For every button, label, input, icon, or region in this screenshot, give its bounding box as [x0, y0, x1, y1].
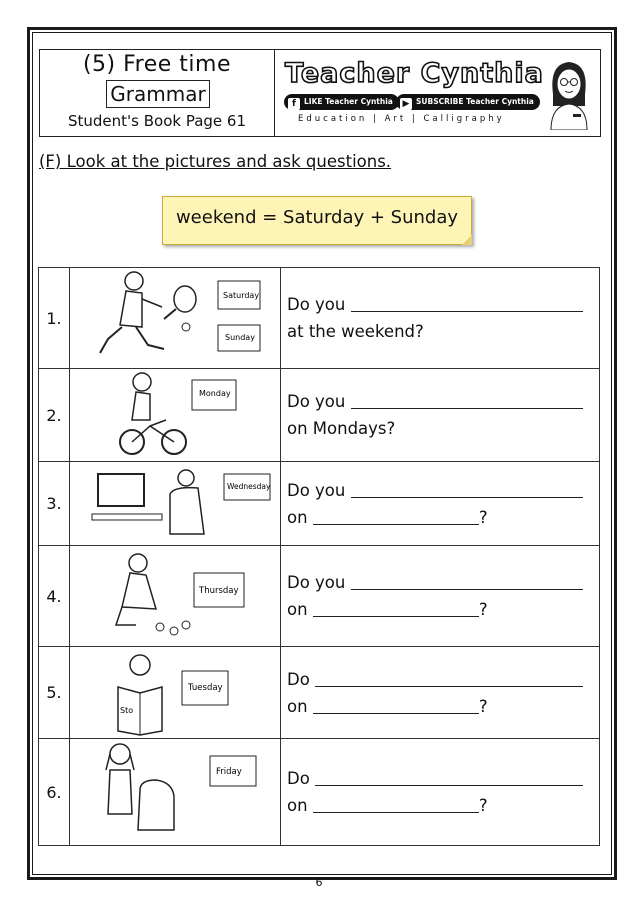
reading-illustration [70, 649, 280, 737]
answer-blank[interactable] [351, 392, 583, 409]
row-number: 1. [39, 268, 70, 369]
subscribe-badge: ▶ SUBSCRIBE Teacher Cynthia [396, 94, 540, 110]
question-cell: Do on ? [281, 739, 600, 846]
table-row [39, 369, 600, 462]
like-badge: f LIKE Teacher Cynthia [284, 94, 399, 110]
brand-logo: Teacher Cynthia [285, 58, 544, 89]
answer-blank[interactable] [351, 481, 583, 498]
question-cell: Do you on ? [281, 546, 600, 647]
table-row [39, 268, 600, 369]
table-row [39, 739, 600, 846]
question-cell: Do on ? [281, 647, 600, 739]
picture-cycling [70, 369, 281, 462]
answer-blank[interactable] [315, 670, 583, 687]
tennis-illustration [70, 269, 280, 367]
tv-illustration [70, 464, 280, 544]
table-row [39, 546, 600, 647]
teacher-avatar [543, 54, 595, 130]
unit-title: (5) Free time [82, 52, 232, 77]
row-number: 4. [39, 546, 70, 647]
question-cell: Do you on ? [281, 462, 600, 546]
question-start: Do you [287, 295, 346, 314]
book-text: Sto [120, 705, 134, 715]
playing-illustration [70, 547, 280, 645]
question-cell [281, 268, 600, 369]
question-table [38, 267, 600, 846]
svg-text:Thursday: Thursday [199, 586, 239, 596]
answer-blank[interactable] [313, 600, 479, 617]
calendar-icon [218, 281, 260, 309]
calendar-icon [182, 671, 228, 705]
picture-hide-and-seek [70, 739, 281, 846]
picture-tennis [70, 268, 281, 369]
picture-tv [70, 462, 281, 546]
worksheet-header [39, 49, 601, 137]
svg-text:Tuesday: Tuesday [188, 682, 223, 693]
cycling-illustration [70, 370, 280, 460]
row-number: 3. [39, 462, 70, 546]
svg-text:Monday: Monday [199, 389, 231, 398]
picture-playing [70, 546, 281, 647]
answer-blank[interactable] [315, 769, 583, 786]
answer-blank[interactable] [313, 796, 479, 813]
svg-text:Saturday: Saturday [223, 291, 260, 300]
svg-text:Sunday: Sunday [225, 333, 255, 342]
table-row [39, 647, 600, 739]
calendar-icon [224, 474, 271, 500]
facebook-icon: f [288, 98, 300, 110]
page-number: 6 [315, 876, 323, 889]
subject-label: Grammar [106, 80, 210, 108]
book-reference: Student's Book Page 61 [67, 112, 247, 130]
answer-blank[interactable] [313, 697, 479, 714]
title-box [40, 50, 275, 136]
picture-reading [70, 647, 281, 739]
svg-text:Friday: Friday [216, 767, 242, 777]
answer-blank[interactable] [313, 508, 479, 525]
row-number: 2. [39, 369, 70, 462]
question-end: at the weekend? [287, 322, 424, 341]
sticky-note: weekend = Saturday + Sunday [162, 196, 472, 245]
instruction: (F) Look at the pictures and ask questions. [39, 152, 392, 171]
answer-blank[interactable] [351, 295, 583, 312]
table-row [39, 462, 600, 546]
question-end: on Mondays? [287, 419, 396, 438]
calendar-icon [218, 325, 260, 351]
play-icon: ▶ [400, 98, 412, 110]
question-cell: Do you on Mondays? [281, 369, 600, 462]
brand-tagline: Education | Art | Calligraphy [298, 114, 505, 124]
calendar-icon [210, 756, 256, 786]
hide-and-seek-illustration [70, 740, 280, 844]
row-number: 5. [39, 647, 70, 739]
row-number: 6. [39, 739, 70, 846]
svg-text:Wednesday: Wednesday [227, 481, 271, 491]
calendar-icon [194, 573, 244, 607]
calendar-icon [192, 380, 236, 410]
answer-blank[interactable] [351, 573, 583, 590]
